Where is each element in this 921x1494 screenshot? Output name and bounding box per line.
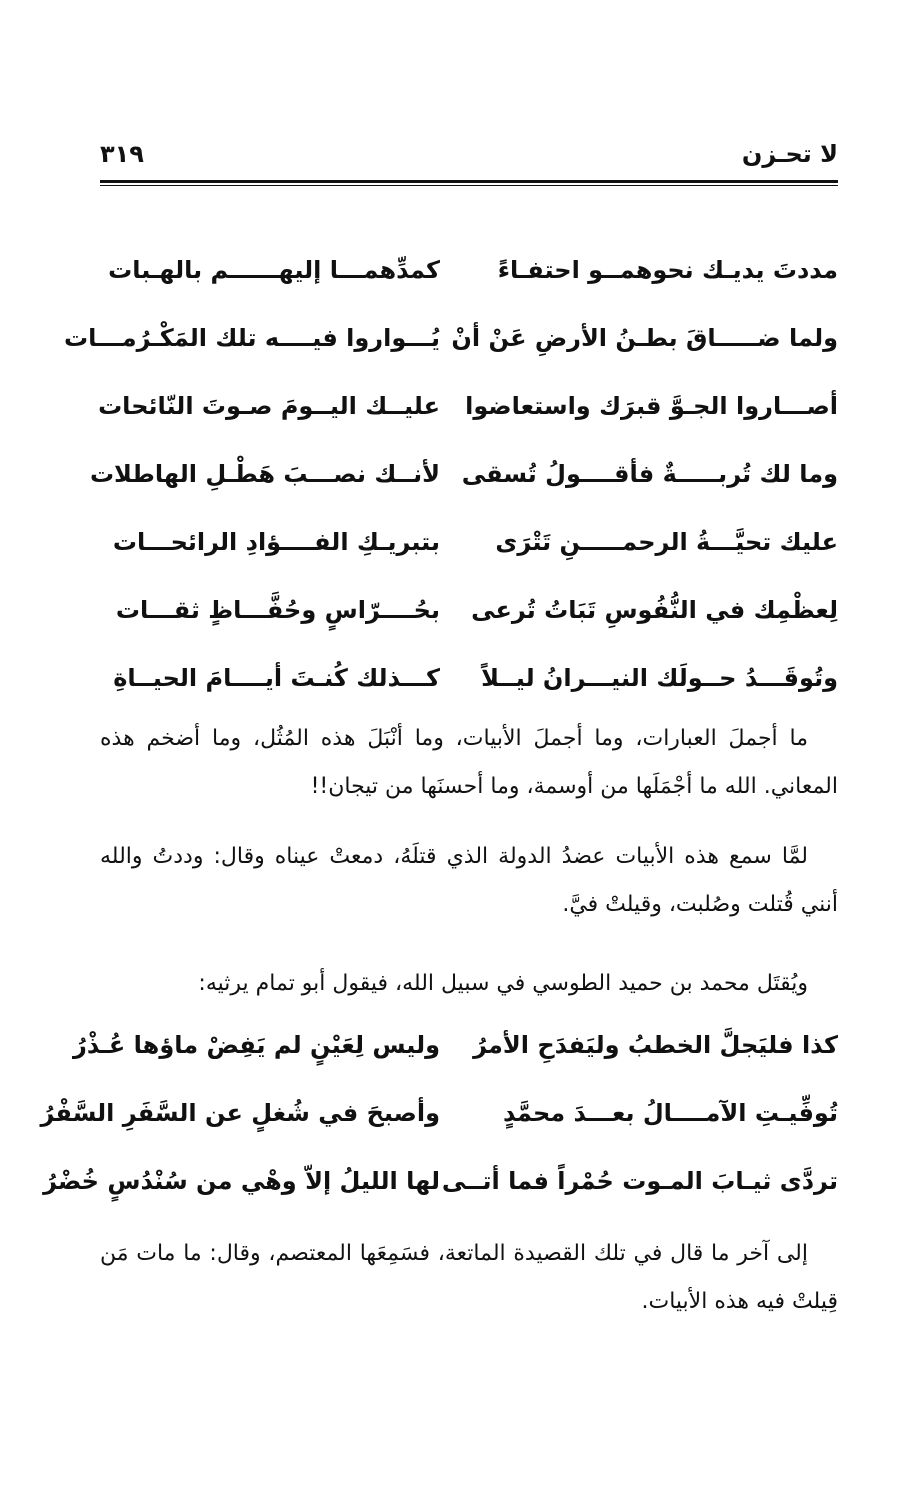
page-header [100, 140, 838, 180]
poem-verse [73, 1025, 838, 1093]
verse-second-hemistich: يُـــواروا فيــــه تلك المَكْـرُمـــات [64, 324, 440, 352]
poem-verse [100, 250, 838, 318]
verse-first-hemistich: لِعظْمِك في النُّفُوسِ تَبَاتُ تُرعى [471, 596, 838, 624]
verse-second-hemistich: لها الليلُ إلاّ وهْي من سُنْدُسٍ خُضْرُ [43, 1167, 440, 1195]
poem-verse [100, 590, 838, 658]
verse-second-hemistich: لأنــك نصـــبَ هَطْـلِ الهاطلات [89, 460, 440, 488]
verse-second-hemistich: بحُــــرّاسٍ وحُفَّـــاظٍ ثقـــات [115, 596, 440, 624]
verse-second-hemistich: كمدِّهمـــا إليهــــــم بالهـبات [108, 256, 440, 284]
verse-second-hemistich: كـــذلك كُنـتَ أيــــامَ الحيــاةِ [113, 664, 440, 692]
verse-first-hemistich: مددتَ يديـك نحوهمــو احتفـاءً [497, 256, 838, 284]
poem-verse [100, 522, 838, 590]
verse-first-hemistich: كذا فليَجلَّ الخطبُ وليَفدَحِ الأمرُ [473, 1031, 838, 1059]
paragraph-praise: ما أجملَ العبارات، وما أجملَ الأبيات، وما أنْبَلَ هذه المُثُل، وما أضخم هذه المعاني. الله ما أجْمَلَها من أوسمة، وما أحسنَها من تيجان!! [100, 726, 838, 799]
header-rule [100, 180, 838, 183]
paragraph-intro-abu-tammam: ويُقتَل محمد بن حميد الطوسي في سبيل الله، فيقول أبو تمام يرثيه: [198, 971, 808, 996]
poem-elegy [64, 250, 838, 726]
verse-first-hemistich: تردَّى ثيـابَ المـوت حُمْراً فما أتــى [441, 1167, 838, 1195]
poem-verse [100, 386, 838, 454]
poem-verse [64, 318, 838, 386]
verse-first-hemistich: وما لك تُربـــــةٌ فأقــــولُ تُسقى [461, 460, 838, 488]
paragraph-conclusion: إلى آخر ما قال في تلك القصيدة الماتعة، فسَمِعَها المعتصم، وقال: ما مات مَن قِيلتْ فيه هذه الأبيات. [100, 1241, 838, 1314]
poem-verse [89, 454, 838, 522]
verse-first-hemistich: عليك تحيَّـــةُ الرحمـــــنِ تَتْرَى [495, 528, 838, 556]
verse-first-hemistich: ولما ضـــــاقَ بطـنُ الأرضِ عَنْ أنْ [451, 324, 838, 352]
verse-second-hemistich: وليس لِعَيْنٍ لم يَفِضْ ماؤها عُـذْرُ [73, 1031, 440, 1059]
verse-first-hemistich: تُوفِّيـتِ الآمــــالُ بعـــدَ محمَّدٍ [503, 1099, 838, 1127]
verse-second-hemistich: عليــك اليــومَ صـوتَ النّائحات [98, 392, 440, 420]
page-number: ٣١٩ [100, 140, 144, 168]
verse-second-hemistich: وأصبحَ في شُغلٍ عن السَّفَرِ السَّفْرُ [40, 1099, 440, 1127]
poem-abu-tammam [40, 1025, 838, 1229]
verse-first-hemistich: وتُوقَـــدُ حــولَك النيـــرانُ ليــلاً [481, 664, 838, 692]
header-rule-thin [100, 185, 838, 186]
poem-verse [40, 1093, 838, 1161]
verse-second-hemistich: بتبريـكِ الفــــؤادِ الرائحـــات [112, 528, 440, 556]
book-title: لا تحـزن [741, 140, 838, 168]
verse-first-hemistich: أصـــاروا الجـوَّ قبرَك واستعاضوا [465, 392, 838, 420]
poem-verse [43, 1161, 838, 1229]
paragraph-adud-dawla: لمَّا سمع هذه الأبيات عضدُ الدولة الذي قتلَهُ، دمعتْ عيناه وقال: وددتُ والله أنني قُتلت وصُلبت، وقيلتْ فيَّ. [100, 844, 838, 917]
